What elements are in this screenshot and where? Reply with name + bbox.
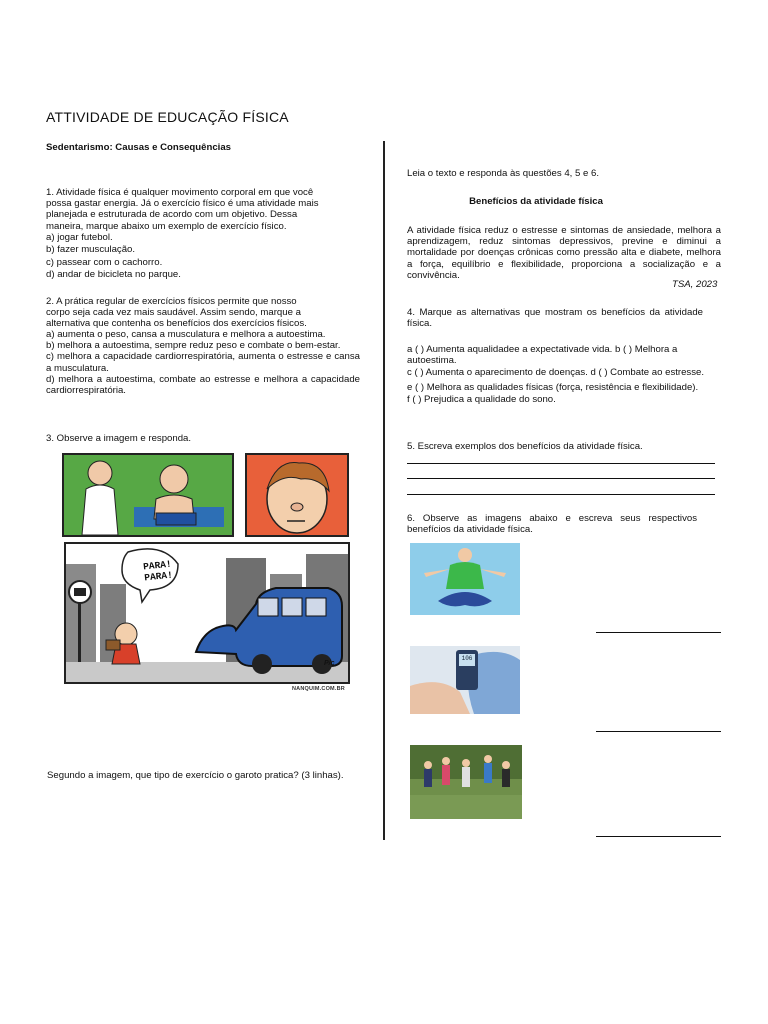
- reading-instruction: Leia o texto e responda às questões 4, 5 e 6.: [407, 168, 600, 179]
- q4-option[interactable]: a ( ) Aumenta aqualidadee a expectativade vida. b ( ) Melhora a autoestima.: [407, 344, 678, 367]
- meditation-illustration: [410, 543, 520, 615]
- question-5: 5. Escreva exemplos dos benefícios da atividade física.: [407, 441, 643, 452]
- question-3: 3. Observe a imagem e responda.: [46, 433, 192, 444]
- q4-option[interactable]: f ( ) Prejudica a qualidade do sono.: [407, 393, 556, 405]
- q4-option[interactable]: c ( ) Aumenta o aparecimento de doenças. d ( ) Combate ao estresse.: [407, 367, 705, 379]
- q2-option[interactable]: c) melhora a capacidade cardiorrespiratória, aumenta o estresse e cansa a musculatura.: [46, 351, 360, 374]
- q2-line: alternativa que contenha os benefícios dos exercícios físicos.: [46, 318, 307, 330]
- answer-line[interactable]: [407, 494, 715, 495]
- column-divider: [383, 141, 385, 840]
- question-1-options: [46, 232, 346, 282]
- answer-line[interactable]: [596, 836, 721, 837]
- doctor-exam-illustration: [64, 455, 232, 535]
- comic-panel-doctor: [62, 453, 234, 537]
- text-heading: Benefícios da atividade física: [469, 196, 603, 207]
- comic-panel-bus-chase: [64, 542, 350, 684]
- glucometer-reading: 106: [461, 655, 473, 662]
- q1-line: 1. Atividade física é qualquer movimento corporal em que você: [46, 187, 314, 198]
- speech-bubble-text: PARA! PARA!: [142, 558, 174, 584]
- answer-line[interactable]: [596, 632, 721, 633]
- q1-option[interactable]: a) jogar futebol.: [46, 232, 113, 243]
- q2-option[interactable]: d) melhora a autoestima, combate ao estresse e melhora a capacidade cardiorrespiratória.: [46, 373, 360, 397]
- comic-panel-boy-face: [245, 453, 349, 537]
- q1-option[interactable]: b) fazer musculação.: [46, 244, 136, 256]
- glucose-test-photo: [410, 646, 520, 714]
- comic-signature: P/c: [324, 660, 335, 667]
- children-playing-illustration: [410, 745, 522, 819]
- boy-face-illustration: [247, 455, 347, 535]
- page-subtitle: Sedentarismo: Causas e Consequências: [46, 142, 232, 153]
- q1-option[interactable]: c) passear com o cachorro.: [46, 256, 163, 268]
- q1-line: maneira, marque abaixo um exemplo de exercício físico.: [46, 220, 287, 232]
- answer-line[interactable]: [596, 731, 721, 732]
- question-6: 6. Observe as imagens abaixo e escreva seus respectivos benefícios da atividade física.: [407, 513, 697, 536]
- answer-line[interactable]: [407, 478, 715, 479]
- question-4: 4. Marque as alternativas que mostram os benefícios da atividade física.: [407, 307, 703, 330]
- benefits-paragraph: A atividade física reduz o estresse e sintomas de ansiedade, melhora a aprendizagem, reduz sintomas depressivos, previne e diminui a mortalidade por doenças crônicas como pressão alta e diabete, melhora a força, equilíbrio e flexibilidade, proporciona a socialização e a convivência.: [407, 225, 721, 281]
- q2-line: corpo seja cada vez mais saudável. Assim sendo, marque a: [46, 307, 301, 319]
- children-playing-photo: [410, 745, 522, 819]
- page-title: ATTIVIDADE DE EDUCAÇÃO FÍSICA: [46, 109, 289, 125]
- question-1: [46, 187, 336, 232]
- q1-option[interactable]: d) andar de bicicleta no parque.: [46, 269, 181, 281]
- q2-line: 2. A prática regular de exercícios físicos permite que nosso: [46, 296, 297, 307]
- q1-line: planejada e estruturada de acordo com um objetivo. Dessa: [46, 209, 298, 221]
- answer-line[interactable]: [407, 463, 715, 464]
- bus-chase-illustration: [66, 544, 348, 682]
- question-2-options: [46, 329, 360, 396]
- question-3-prompt: Segundo a imagem, que tipo de exercício o garoto pratica? (3 linhas).: [47, 770, 344, 781]
- q2-option[interactable]: b) melhora a autoestima, sempre reduz peso e combate o bem-estar.: [46, 340, 341, 352]
- comic-credit: NANQUIM.COM.BR: [292, 686, 345, 692]
- q1-line: possa gastar energia. Já o exercício físico é uma atividade mais: [46, 198, 319, 210]
- q4-option[interactable]: e ( ) Melhora as qualidades físicas (força, resistência e flexibilidade).: [407, 381, 699, 393]
- question-4-options: [407, 344, 721, 405]
- question-2: [46, 296, 340, 330]
- q2-option[interactable]: a) aumenta o peso, cansa a musculatura e melhora a autoestima.: [46, 329, 326, 340]
- text-source: TSA, 2023: [672, 279, 718, 290]
- meditation-photo: [410, 543, 520, 615]
